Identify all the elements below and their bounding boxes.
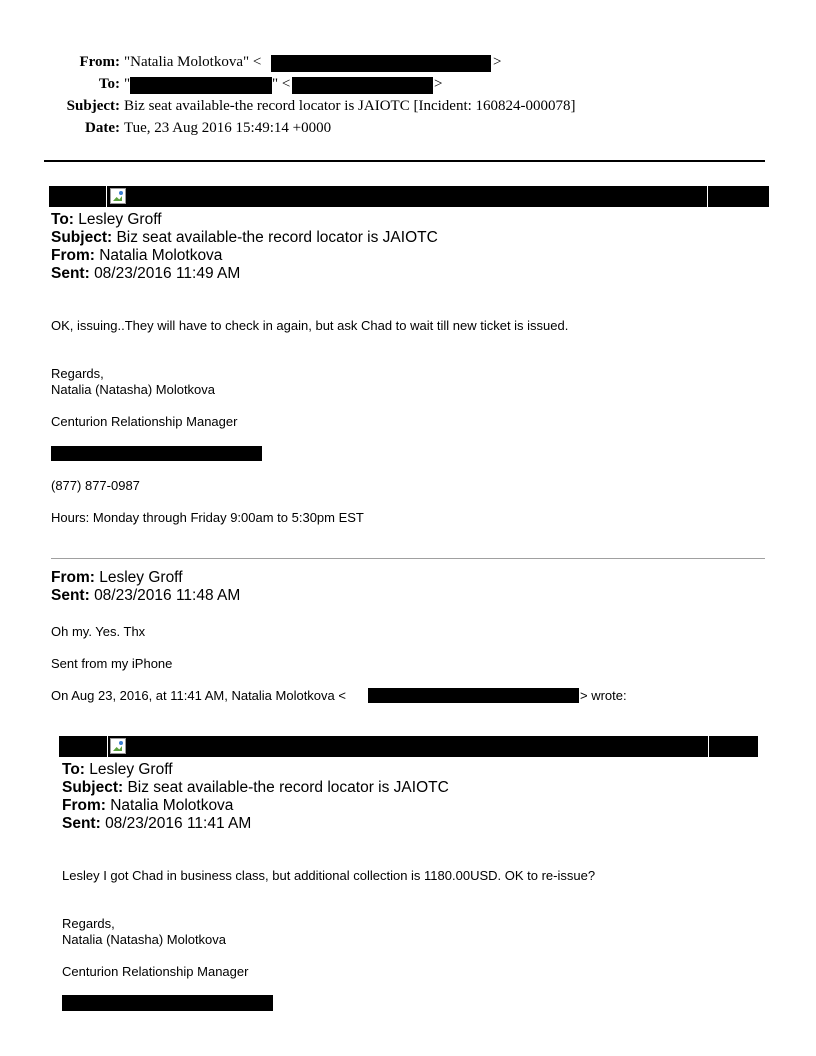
from-close: > bbox=[493, 54, 502, 70]
redacted-banner bbox=[49, 186, 768, 207]
to-mid: " < bbox=[272, 76, 291, 92]
hours: Hours: Monday through Friday 9:00am to 5:30pm EST bbox=[51, 510, 364, 525]
broken-image-icon bbox=[110, 738, 126, 754]
date-value: Tue, 23 Aug 2016 15:49:14 +0000 bbox=[124, 120, 332, 136]
sent-label: Sent: bbox=[51, 587, 90, 604]
from-value: Natalia Molotkova bbox=[110, 797, 234, 814]
quote-intro: On Aug 23, 2016, at 11:41 AM, Natalia Molotkova < bbox=[51, 688, 346, 703]
signature-name: Natalia (Natasha) Molotkova bbox=[51, 382, 216, 397]
phone-number: (877) 877-0987 bbox=[51, 478, 140, 493]
date-label: Date: bbox=[85, 120, 120, 136]
from-value: Lesley Groff bbox=[99, 569, 183, 586]
redacted-contact bbox=[62, 995, 273, 1011]
to-label: To: bbox=[98, 76, 120, 92]
subject-value: Biz seat available-the record locator is JAIOTC bbox=[127, 779, 449, 796]
broken-image-icon bbox=[110, 188, 126, 204]
from-label: From: bbox=[51, 247, 95, 264]
subject-value: Biz seat available-the record locator is JAIOTC bbox=[116, 229, 438, 246]
subject-label: Subject: bbox=[51, 229, 113, 246]
from-label: From: bbox=[79, 54, 120, 70]
to-close: > bbox=[434, 76, 443, 92]
redacted-email bbox=[271, 55, 491, 72]
regards: Regards, bbox=[62, 916, 115, 931]
to-open-quote: " bbox=[124, 76, 131, 92]
sent-value: 08/23/2016 11:49 AM bbox=[94, 265, 241, 282]
reply-line-2: Sent from my iPhone bbox=[51, 656, 173, 671]
from-value: Natalia Molotkova bbox=[99, 247, 223, 264]
from-label: From: bbox=[51, 569, 95, 586]
to-value: Lesley Groff bbox=[78, 211, 162, 228]
redacted-name bbox=[130, 77, 272, 94]
sent-label: Sent: bbox=[51, 265, 90, 282]
quote-wrote: > wrote: bbox=[580, 688, 627, 703]
sent-value: 08/23/2016 11:48 AM bbox=[94, 587, 241, 604]
from-value: "Natalia Molotkova" < bbox=[124, 54, 262, 70]
redacted-contact bbox=[51, 446, 262, 461]
sent-value: 08/23/2016 11:41 AM bbox=[105, 815, 252, 832]
to-label: To: bbox=[51, 211, 74, 228]
subject-label: Subject: bbox=[66, 98, 120, 114]
header-divider bbox=[44, 160, 765, 162]
subject-value: Biz seat available-the record locator is JAIOTC [Incident: 160824-000078] bbox=[124, 98, 576, 114]
to-label: To: bbox=[62, 761, 85, 778]
redacted-email bbox=[292, 77, 433, 94]
from-label: From: bbox=[62, 797, 106, 814]
subject-label: Subject: bbox=[62, 779, 124, 796]
message-1-body: OK, issuing..They will have to check in again, but ask Chad to wait till new ticket is issued. bbox=[51, 318, 569, 333]
redacted-email bbox=[368, 688, 579, 703]
to-value: Lesley Groff bbox=[89, 761, 173, 778]
redacted-banner bbox=[59, 736, 757, 757]
message-2-body: Lesley I got Chad in business class, but additional collection is 1180.00USD. OK to re-issue? bbox=[62, 868, 596, 883]
signature-name: Natalia (Natasha) Molotkova bbox=[62, 932, 227, 947]
reply-line-1: Oh my. Yes. Thx bbox=[51, 624, 146, 639]
signature-title: Centurion Relationship Manager bbox=[51, 414, 238, 429]
signature-title: Centurion Relationship Manager bbox=[62, 964, 249, 979]
message-divider bbox=[51, 558, 765, 559]
regards: Regards, bbox=[51, 366, 104, 381]
sent-label: Sent: bbox=[62, 815, 101, 832]
